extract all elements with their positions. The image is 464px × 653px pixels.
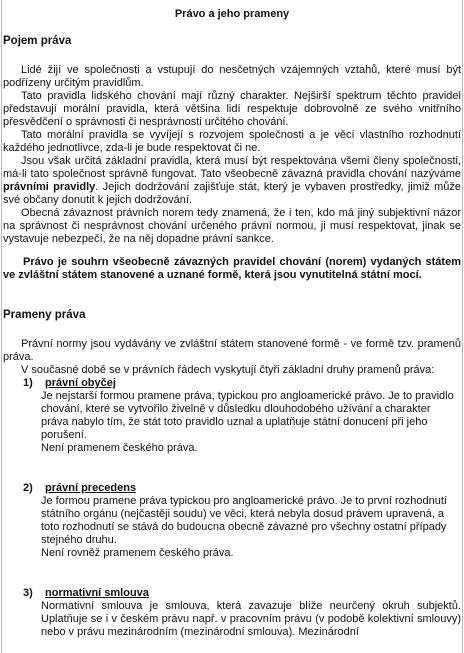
definition-of-law: Právo je souhrn všeobecně závazných pravidel chování (norem) vydaných státem ve zvláštní státem stanovené a uznané formě, která jsou vynutitelná státní mocí. (3, 256, 461, 281)
paragraph: Lidé žijí ve společnosti a vstupují do nesčetných vzájemných vztahů, které musí být podřízeny určitým pravidlům. (3, 64, 461, 89)
list-number: 3) (23, 587, 33, 599)
list-item (3, 587, 461, 639)
list-number: 2) (23, 482, 33, 494)
list-item-text: Je nejstarší formou pramene práva, typickou pro angloamerické právo. Je to pravidlo chování, které se vytvořilo živelně v důsledku dlouhodobého užívání a charakter práva nabylo tím, že stát toto pravidlo uznal a uplatňuje státní donucení při jeho porušení. (41, 390, 454, 441)
list-item-text: Je formou pramene práva typickou pro angloamerické právo. Je to první rozhodnutí státního orgánu (nejčastěji soudu) ve věci, která nebyla dosud právem upravená, a toto rozhodnutí se stává do budoucna obecně závazné pro všechny ostatní případy stejného druhu. (41, 495, 447, 546)
paragraph: Tato pravidla lidského chování mají různý charakter. Nejširší spektrum těchto pravidel představují morální pravidla, která většina lidí respektuje dobrovolně ze svého vnitřního přesvědčení o správnosti či nesprávnosti určitého chování. (3, 90, 461, 128)
document-title: Právo a jeho prameny (174, 8, 290, 20)
sources-list (3, 377, 461, 639)
list-number: 1) (23, 377, 33, 389)
list-item-text: Není rovněž pramenem českého práva. (41, 547, 234, 559)
document-content (3, 8, 461, 639)
paragraph-pravni-pravidla: Jsou však určitá základní pravidla, která musí být respektována všemi členy společnosti, má-li tato společnost správně fungovat. Tato všeobecně závazná pravidla chování nazýváme právními pravidly. Jejich dodržování zajišťuje stát, který je vybaven prostředky, jimiž může své občany donutit k jejich dodržování. (3, 155, 461, 206)
bold-term: právními pravidly (3, 181, 96, 193)
list-item-label: normativní smlouva (45, 587, 149, 599)
section-heading-prameny: Prameny práva (3, 309, 86, 321)
paragraph: V současné době se v právních řádech vyskytují čtyři základní druhy pramenů práva: (21, 364, 435, 376)
page-border-right (462, 0, 463, 653)
paragraph: Právní normy jsou vydávány ve zvláštní státem stanovené formě - ve formě tzv. pramenů práva. (3, 338, 461, 363)
section-heading-pojem: Pojem práva (3, 35, 72, 47)
list-item (3, 377, 461, 455)
page-border-left (1, 0, 2, 653)
list-item-label: právní obyčej (45, 377, 116, 389)
paragraph: Tato morální pravidla se vyvíjejí s rozvojem společnosti a je věcí vlastního rozhodnutí každého jednotlivce, zda-li je bude respektovat či ne. (3, 129, 461, 154)
list-item (3, 482, 461, 560)
list-item-text: Není pramenem českého práva. (41, 442, 198, 454)
list-item-text: Normativní smlouva je smlouva, která zavazuje blíže neurčený okruh subjektů. Uplatňuje se i v českém právu např. v pracovním právu (v podobě kolektivní smlouvy) nebo v právu mezinárodním (mezinárodní smlouva). Mezinárodní (41, 600, 461, 638)
list-item-label: právní precedens (45, 482, 137, 494)
paragraph: Obecná závaznost právních norem tedy znamená, že i ten, kdo má jiný subjektivní názor na správnost či nesprávnost chování určeného právní normou, ji musí respektovat, jinak se vystavuje nebezpečí, že na něj dopadne právní sankce. (3, 207, 461, 245)
